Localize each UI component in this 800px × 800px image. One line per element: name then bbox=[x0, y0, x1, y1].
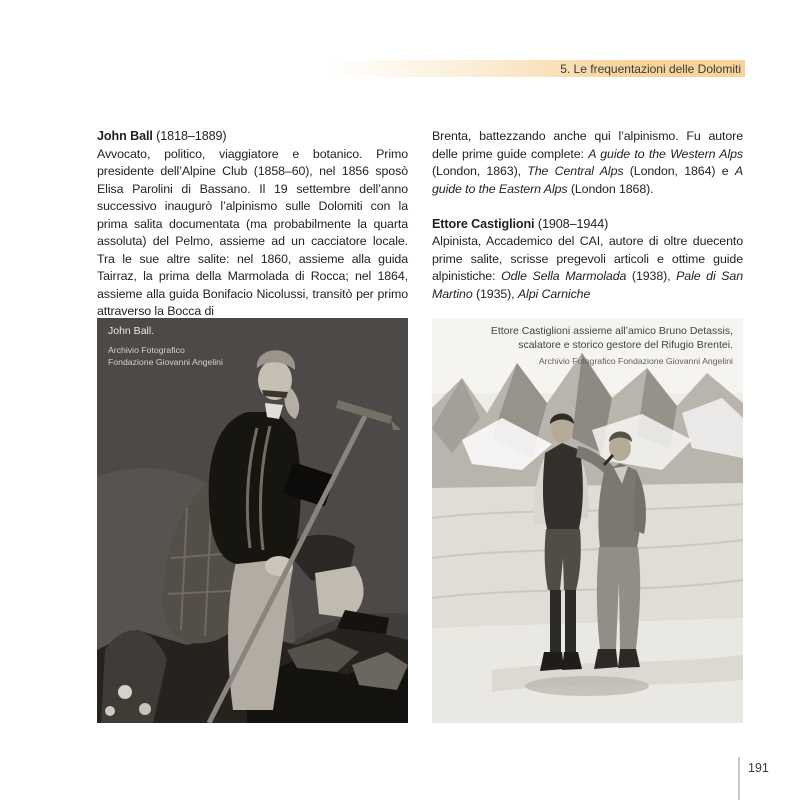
entry-heading-ettore-castiglioni bbox=[432, 216, 743, 234]
caption-title: John Ball. bbox=[108, 325, 155, 337]
john-ball-portrait-illustration bbox=[97, 318, 408, 723]
text-column-left bbox=[97, 128, 408, 321]
chapter-header-bar bbox=[330, 60, 745, 77]
entry-heading-john-ball bbox=[97, 128, 408, 146]
entry-name: Ettore Castiglioni bbox=[432, 216, 535, 231]
caption-credit bbox=[108, 345, 223, 368]
biography-paragraph-ettore-castiglioni: Alpinista, Accademico del CAI, autore di oltre duecento prime salite, scrisse pregevoli articoli e ottime guide alpinistiche: Odle Sella Marmolada (1938), Pale di San Martino (1935), Alpi Carniche bbox=[432, 234, 743, 301]
biography-paragraph-john-ball: Avvocato, politico, viaggiatore e botanico. Primo presidente dell’Alpine Club (1858–60), nel 1856 sposò Elisa Parolini di Bassano. Il 19 settembre dell’anno successivo inaugurò l’alpinismo sulle Dolomiti con la prima salita documentata (ma probabilmente la quarta assoluta) del Pelmo, assieme ad un cacciatore locale. Tra le sue altre salite: nel 1860, assieme alla guida Tairraz, la prima della Marmolada di Rocca; nel 1864, assieme alla guida Bonifacio Nicolussi, transitò per primo attraverso la Bocca di bbox=[97, 146, 408, 318]
caption-line2: scalatore e storico gestore del Rifugio Brentei. bbox=[518, 338, 733, 351]
entry-dates: (1908–1944) bbox=[534, 216, 609, 231]
biography-paragraph-john-ball-continued: Brenta, battezzando anche qui l’alpinismo. Fu autore delle prime guide complete: A guide to the Western Alps (London, 1863), The Central Alps (London, 1864) e A guide to the Eastern Alps (London 1868). bbox=[432, 129, 743, 196]
caption-line1: Ettore Castiglioni assieme all’amico Bruno Detassis, bbox=[490, 325, 733, 337]
caption-credit-line2: Fondazione Giovanni Angelini bbox=[108, 356, 223, 367]
photo-castiglioni-detassis bbox=[432, 318, 743, 723]
entry-name: John Ball bbox=[97, 129, 153, 143]
chapter-title: 5. Le frequentazioni delle Dolomiti bbox=[560, 61, 741, 76]
caption-credit-line1: Archivio Fotografico bbox=[108, 345, 185, 355]
footer-divider bbox=[738, 757, 740, 800]
castiglioni-detassis-illustration bbox=[432, 318, 743, 723]
caption-credit: Archivio Fotografico Fondazione Giovanni Angelini bbox=[538, 356, 733, 366]
page-number: 191 bbox=[748, 761, 769, 775]
photo-caption-left bbox=[108, 325, 223, 368]
photo-john-ball bbox=[97, 318, 408, 723]
photo-caption-right bbox=[491, 325, 733, 367]
text-column-right bbox=[432, 128, 743, 303]
entry-dates: (1818–1889) bbox=[152, 129, 227, 143]
